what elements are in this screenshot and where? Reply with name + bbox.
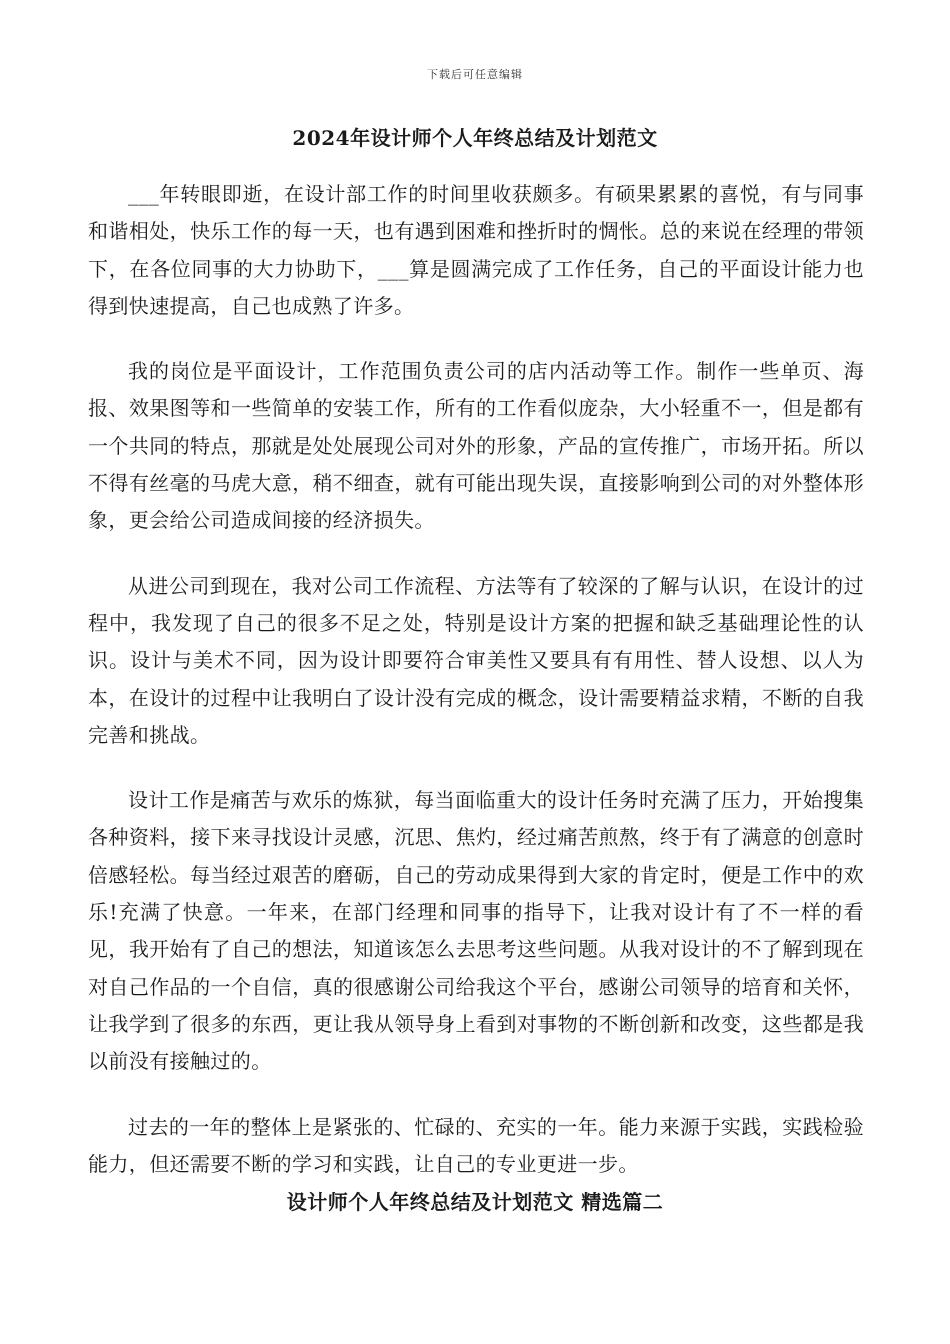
header-note: 下载后可任意编辑 — [427, 68, 523, 81]
paragraph-1: ___年转眼即逝，在设计部工作的时间里收获颇多。有硕果累累的喜悦，有与同事和谐相处，快乐工作的每一天，也有遇到困难和挫折时的惆怅。总的来说在经理的带领下，在各位同事的大力协助下，___算是圆满完成了工作任务，自己的平面设计能力也得到快速提高，自己也成熟了许多。 — [88, 182, 864, 318]
document-body — [88, 176, 864, 1211]
paragraph-5: 过去的一年的整体上是紧张的、忙碌的、充实的一年。能力来源于实践，实践检验能力，但还需要不断的学习和实践，让自己的专业更进一步。 — [88, 1114, 864, 1176]
section-title: 设计师个人年终总结及计划范文 精选篇二 — [286, 1190, 664, 1214]
paragraph-3: 从进公司到现在，我对公司工作流程、方法等有了较深的了解与认识，在设计的过程中，我发现了自己的很多不足之处，特别是设计方案的把握和缺乏基础理论性的认识。设计与美术不同，因为设计即要符合审美性又要具有有用性、替人设想、以人为本，在设计的过程中让我明白了设计没有完成的概念，设计需要精益求精，不断的自我完善和挑战。 — [88, 573, 864, 747]
paragraph-4: 设计工作是痛苦与欢乐的炼狱，每当面临重大的设计任务时充满了压力，开始搜集各种资料，接下来寻找设计灵感，沉思、焦灼，经过痛苦煎熬，终于有了满意的创意时倍感轻松。每当经过艰苦的磨砺，自己的劳动成果得到大家的肯定时，便是工作中的欢乐!充满了快意。一年来，在部门经理和同事的指导下，让我对设计有了不一样的看见，我开始有了自己的想法，知道该怎么去思考这些问题。从我对设计的不了解到现在对自己作品的一个自信，真的很感谢公司给我这个平台，感谢公司领导的培育和关怀，让我学到了很多的东西，更让我从领导身上看到对事物的不断创新和改变，这些都是我以前没有接触过的。 — [88, 788, 864, 1074]
document-title: 2024年设计师个人年终总结及计划范文 — [292, 126, 658, 150]
paragraph-2: 我的岗位是平面设计，工作范围负责公司的店内活动等工作。制作一些单页、海报、效果图等和一些简单的安装工作，所有的工作看似庞杂，大小轻重不一，但是都有一个共同的特点，那就是处处展现公司对外的形象，产品的宣传推广，市场开拓。所以不得有丝毫的马虎大意，稍不细查，就有可能出现失误，直接影响到公司的对外整体形象，更会给公司造成间接的经济损失。 — [88, 359, 864, 533]
